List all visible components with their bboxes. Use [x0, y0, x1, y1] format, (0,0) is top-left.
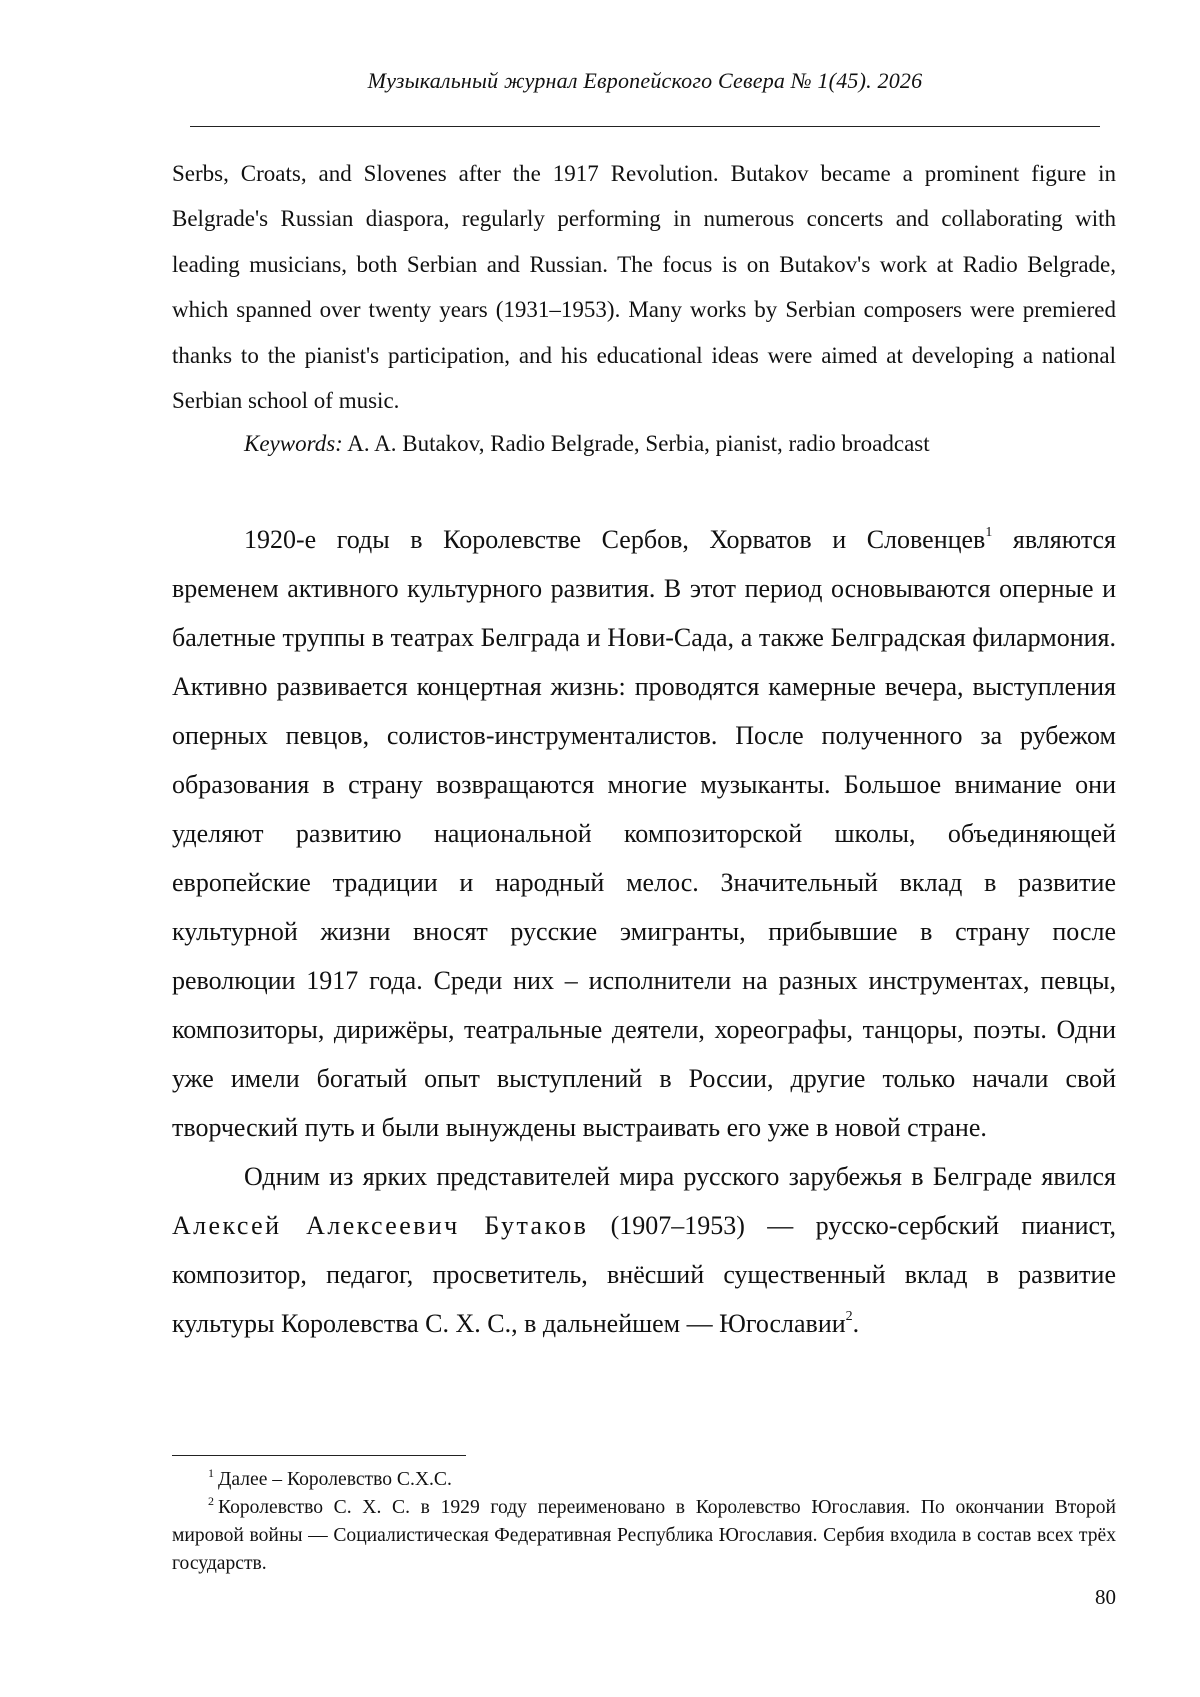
article-body — [172, 515, 1116, 1348]
body-paragraph-2 — [172, 1152, 1116, 1348]
paragraph-2-rest: (1907–1953) — русско-сербский пианист, композитор, педагог, просветитель, внёсший существенный вклад в развитие культуры Королевства С. Х. С., в дальнейшем — Югославии — [172, 1211, 1117, 1338]
footnote-1-text: Далее – Королевство С.Х.С. — [218, 1469, 452, 1490]
keywords-text: A. A. Butakov, Radio Belgrade, Serbia, pianist, radio broadcast — [347, 431, 930, 456]
footnote-1 — [172, 1466, 1116, 1494]
paragraph-1-rest: являются временем активного культурного развития. В этот период основываются оперные и балетные труппы в театрах Белграда и Нови-Сада, а также Белградская филармония. Активно развивается концертная жизнь: проводятся камерные вечера, выступления оперных певцов, солистов-инструменталистов. После полученного за рубежом образования в страну возвращаются многие музыканты. Большое внимание они уделяют развитию национальной композиторской школы, объединяющей европейские традиции и народный мелос. Значительный вклад в развитие культурной жизни вносят русские эмигранты, прибывшие в страну после революции 1917 года. Среди них – исполнители на разных инструментах, певцы, композиторы, дирижёры, театральные деятели, хореографы, танцоры, поэты. Одни уже имели богатый опыт выступлений в России, другие только начали свой творческий путь и были вынуждены выстраивать его уже в новой стране. — [172, 525, 1117, 1142]
footnote-2 — [172, 1494, 1116, 1578]
footnote-2-text: Королевство С. Х. С. в 1929 году переименовано в Королевство Югославия. По окончании Второй мировой войны — Социалистическая Федеративная Республика Югославия. Сербия входила в состав всех трёх государств. — [172, 1497, 1116, 1574]
footnote-2-number: 2 — [208, 1494, 214, 1508]
footnotes — [172, 1466, 1116, 1578]
paragraph-2-end: . — [852, 1309, 860, 1338]
header-divider — [190, 126, 1100, 127]
body-paragraph-1 — [172, 515, 1116, 1152]
keywords-line — [172, 421, 1116, 466]
footnote-divider — [172, 1455, 466, 1456]
footnote-ref-1[interactable]: 1 — [985, 525, 993, 540]
abstract-text: Serbs, Croats, and Slovenes after the 1917 Revolution. Butakov became a prominent figure in Belgrade's Russian diaspora, regularly performing in numerous concerts and collaborating with leading musicians, both Serbian and Russian. The focus is on Butakov's work at Radio Belgrade, which spanned over twenty years (1931–1953). Many works by Serbian composers were premiered thanks to the pianist's participation, and his educational ideas were aimed at developing a national Serbian school of music. — [172, 161, 1116, 414]
page-number: 80 — [1095, 1585, 1116, 1609]
footnote-1-number: 1 — [208, 1466, 214, 1480]
person-name: Алексей Алексеевич Бутаков — [172, 1211, 589, 1240]
paragraph-1-lead: 1920-е годы в Королевстве Сербов, Хорватов и Словенцев — [244, 525, 986, 554]
running-header: Музыкальный журнал Европейского Севера № 1(45). 2026 — [367, 68, 923, 93]
footnote-ref-2[interactable]: 2 — [845, 1309, 853, 1324]
keywords-label: Keywords: — [244, 431, 343, 456]
paragraph-2-start: Одним из ярких представителей мира русского зарубежья в Белграде явился — [244, 1162, 1116, 1191]
